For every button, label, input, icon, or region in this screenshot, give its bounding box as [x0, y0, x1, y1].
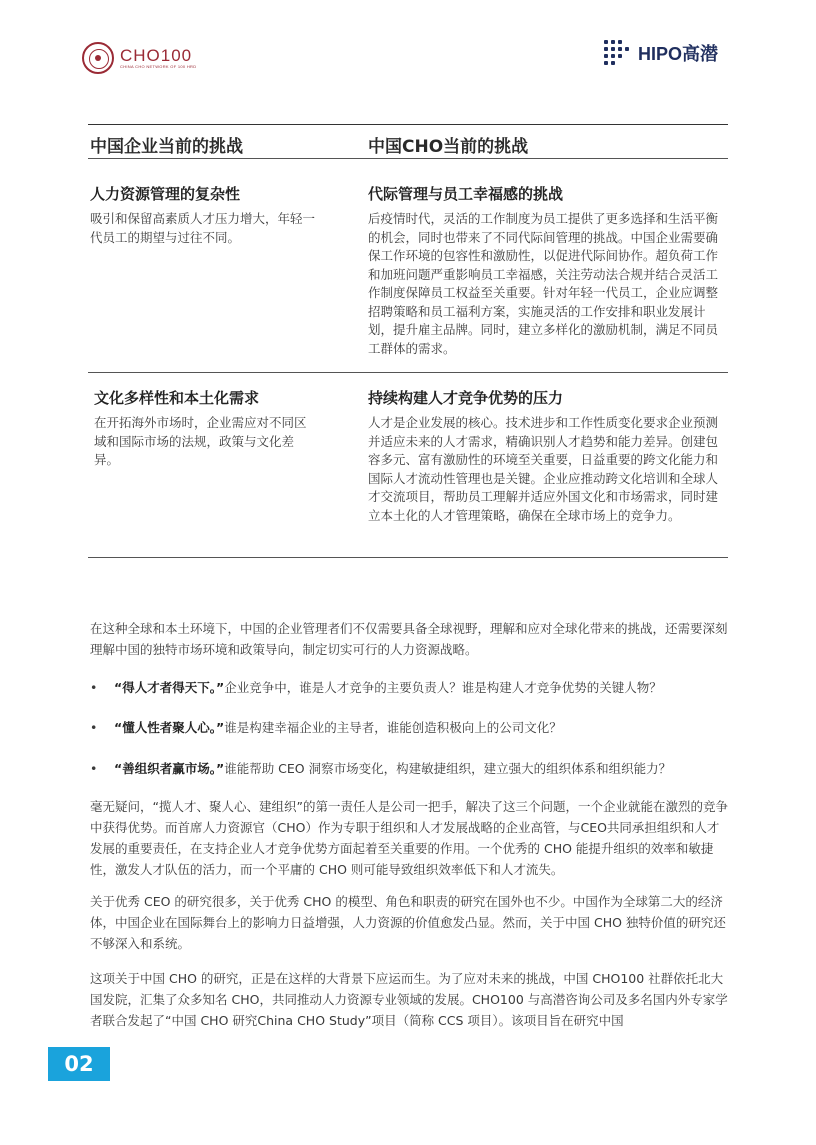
bullet-dot-icon: •: [90, 720, 98, 735]
bullet-dot-icon: •: [90, 761, 98, 776]
row1-left-text: 吸引和保留高素质人才压力增大，年轻一代员工的期望与过往不同。: [90, 211, 316, 245]
bullet-item: [90, 677, 730, 698]
col1-title: 中国企业当前的挑战: [90, 137, 243, 157]
bullet-text: 企业竞争中，谁是人才竞争的主要负责人？谁是构建人才竞争优势的关键人物？: [224, 680, 662, 695]
bullet-bold: “懂人性者聚人心。”: [114, 720, 225, 735]
table-row-rule: [88, 372, 728, 373]
row1-left-heading: 人力资源管理的复杂性: [90, 185, 241, 203]
col2-title: 中国CHO当前的挑战: [368, 137, 529, 157]
bullet-text: 谁是构建幸福企业的主导者，谁能创造积极向上的公司文化？: [224, 720, 562, 735]
hipo-logo: [604, 38, 718, 68]
table-header-rule: [88, 158, 728, 159]
bullet-bold: “善组织者赢市场。”: [114, 761, 225, 776]
bullet-bold: “得人才者得天下。”: [114, 680, 225, 695]
cho100-logo: [82, 40, 196, 76]
cho100-seal-icon: [82, 42, 114, 74]
cho100-logo-name: CHO100: [120, 45, 193, 65]
page-number-badge: 02: [48, 1047, 110, 1081]
paragraph-first-responsibility: 毫无疑问，“揽人才、聚人心、建组织”的第一责任人是公司一把手，解决了这三个问题，一个企业就能在激烈的竞争中获得优势。而首席人力资源官（CHO）作为专职于组织和人才发展战略的企业高管，与CEO共同承担组织和人才发展的重要责任，在支持企业人才竞争优势方面起着至关重要的作用。一个优秀的 CHO 能提升组织的效率和敏捷性，激发人才队伍的活力，而一个平庸的 CHO 则可能导致组织效率低下和人才流失。: [90, 799, 728, 877]
row2-right-text: 人才是企业发展的核心。技术进步和工作性质变化要求企业预测并适应未来的人才需求，精确识别人才趋势和能力差异。创建包容多元、富有激励性的环境至关重要，日益重要的跨文化能力和国际人才流动性管理也是关键。企业应推动跨文化培训和全球人才交流项目，帮助员工理解并适应外国文化和市场需求，同时建立本土化的人才管理策略，确保在全球市场上的竞争力。: [368, 415, 719, 523]
row2-left-heading: 文化多样性和本土化需求: [94, 389, 260, 407]
paragraph-ccs-project: 这项关于中国 CHO 的研究，正是在这样的大背景下应运而生。为了应对未来的挑战，中国 CHO100 社群依托北大国发院，汇集了众多知名 CHO，共同推动人力资源专业领域的发展。CHO100 与高潜咨询公司及多名国内外专家学者联合发起了“中国 CHO 研究China CHO Study”项目（简称 CCS 项目）。该项目旨在研究中国: [90, 971, 728, 1028]
table-bottom-rule: [88, 557, 728, 558]
row2-right-heading: 持续构建人才竞争优势的压力: [368, 389, 564, 407]
hipo-dots-icon: [604, 40, 628, 66]
bullet-dot-icon: •: [90, 680, 98, 695]
bullet-item: [90, 717, 730, 738]
bullet-item: [90, 758, 730, 779]
paragraph-cho-research: 关于优秀 CEO 的研究很多，关于优秀 CHO 的模型、角色和职责的研究在国外也不少。中国作为全球第二大的经济体，中国企业在国际舞台上的影响力日益增强，人力资源的价值愈发凸显。然而，关于中国 CHO 独特价值的研究还不够深入和系统。: [90, 894, 726, 951]
row1-right-text: 后疫情时代，灵活的工作制度为员工提供了更多选择和生活平衡的机会，同时也带来了不同代际间管理的挑战。中国企业需要确保工作环境的包容性和激励性，以促进代际间协作。超负荷工作和加班问题严重影响员工幸福感，关注劳动法合规并结合灵活工作制度保障员工权益至关重要。针对年轻一代员工，企业应调整招聘策略和员工福利方案，实施灵活的工作安排和职业发展计划，提升雇主品牌。同时，建立多样化的激励机制，满足不同员工群体的需求。: [368, 211, 719, 356]
bullet-text: 谁能帮助 CEO 洞察市场变化，构建敏捷组织，建立强大的组织体系和组织能力？: [224, 761, 672, 776]
row2-left-text: 在开拓海外市场时，企业需应对不同区域和国际市场的法规，政策与文化差异。: [94, 415, 307, 467]
table-top-rule: [88, 124, 728, 125]
intro-paragraph: 在这种全球和本土环境下，中国的企业管理者们不仅需要具备全球视野，理解和应对全球化带来的挑战，还需要深刻理解中国的独特市场环境和政策导向，制定切实可行的人力资源战略。: [90, 621, 728, 657]
cho100-logo-tagline: CHINA CHO NETWORK OF 100 HRD: [120, 63, 197, 69]
row1-right-heading: 代际管理与员工幸福感的挑战: [368, 185, 564, 203]
hipo-logo-name: HIPO高潜: [638, 44, 719, 64]
